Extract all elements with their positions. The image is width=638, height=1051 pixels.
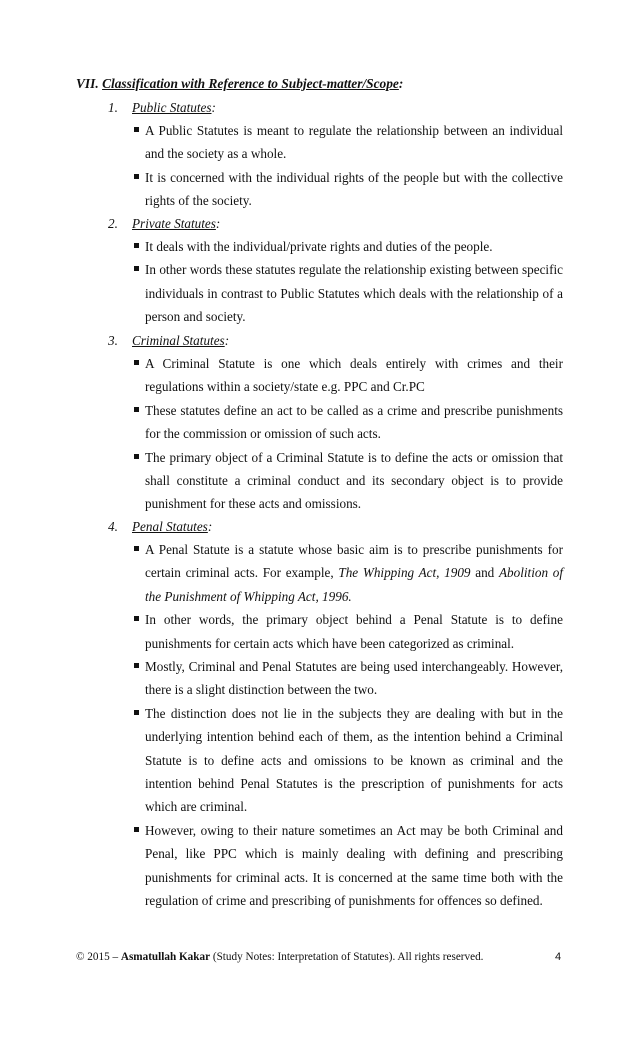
bullet-item: However, owing to their nature sometimes an Act may be both Criminal and Penal, like PPC which is mainly dealing with defining and prescribing punishments for criminal acts. It is concerned at the same time both with the regulation of crime and prescribing of punishments for offences so defined.	[108, 819, 563, 913]
subsection-colon: :	[211, 100, 216, 115]
bullet-item: Mostly, Criminal and Penal Statutes are being used interchangeably. However, there is a slight distinction between the two.	[108, 655, 563, 702]
subsection-title	[108, 329, 568, 352]
footer-copyright: © 2015 –	[76, 951, 121, 963]
section-private-statutes	[108, 212, 568, 329]
subsection-title-text: Private Statutes	[132, 216, 216, 231]
heading-number: VII.	[76, 76, 99, 91]
subsection-title	[108, 96, 568, 119]
heading-colon: :	[398, 76, 404, 91]
bullet-item: The distinction does not lie in the subjects they are dealing with but in the underlying intention behind each of them, as the intention behind a Criminal Statute is to define acts and omissions to be known as criminal and the intention behind Penal Statutes is the prescription of punishments for acts which are criminal.	[108, 702, 563, 819]
act-title-whipping: The Whipping Act, 1909	[338, 565, 471, 581]
bullet-item: A Public Statutes is meant to regulate the relationship between an individual and the society as a whole.	[108, 119, 563, 166]
bullet-item: A Criminal Statute is one which deals entirely with crimes and their regulations within a society/state e.g. PPC and Cr.PC	[108, 352, 563, 399]
section-criminal-statutes	[108, 329, 568, 516]
subsection-colon: :	[224, 333, 230, 348]
subsection-number: 3.	[108, 333, 118, 348]
section-public-statutes	[108, 96, 568, 213]
bullet-item: In other words these statutes regulate the relationship existing between specific individuals in contrast to Public Statutes which deals with the relationship of a person and society.	[108, 258, 563, 328]
subsection-title-text: Criminal Statutes	[132, 333, 225, 348]
act-title-abolition: Abolition of the Punishment of Whipping Act, 1996.	[145, 565, 564, 604]
subsection-title-text: Public Statutes	[132, 100, 212, 115]
footer-author: Asmatullah Kakar	[120, 951, 211, 963]
subsection-number: 1.	[108, 100, 118, 115]
subsection-colon: :	[207, 519, 213, 534]
section-penal-statutes	[108, 515, 568, 913]
page-number: 4	[555, 951, 562, 963]
bullet-text: A Penal Statute is a statute whose basic aim is to prescribe punishments for certain criminal acts. For example,	[145, 542, 563, 581]
subsection-number: 2.	[108, 216, 118, 231]
subsection-title	[108, 515, 568, 538]
page-footer	[76, 951, 566, 963]
bullet-item: It is concerned with the individual rights of the people but with the collective rights of the society.	[108, 166, 563, 213]
subsection-title	[108, 212, 568, 235]
footer-rights: (Study Notes: Interpretation of Statutes). All rights reserved.	[210, 951, 484, 963]
bullet-text: and	[470, 565, 499, 581]
bullet-item: It deals with the individual/private rights and duties of the people.	[108, 235, 563, 258]
bullet-item	[108, 538, 563, 608]
section-heading	[76, 76, 576, 92]
subsection-colon: :	[215, 216, 221, 231]
bullet-item: These statutes define an act to be called as a crime and prescribe punishments for the commission or omission of such acts.	[108, 399, 563, 446]
bullet-item: In other words, the primary object behind a Penal Statute is to define punishments for certain acts which have been categorized as criminal.	[108, 608, 563, 655]
subsection-number: 4.	[108, 519, 118, 534]
subsection-title-text: Penal Statutes	[132, 519, 208, 534]
heading-title: Classification with Reference to Subject-matter/Scope	[102, 76, 399, 91]
bullet-item: The primary object of a Criminal Statute is to define the acts or omission that shall constitute a criminal conduct and its secondary object is to provide punishment for these acts and omissions.	[108, 446, 563, 516]
